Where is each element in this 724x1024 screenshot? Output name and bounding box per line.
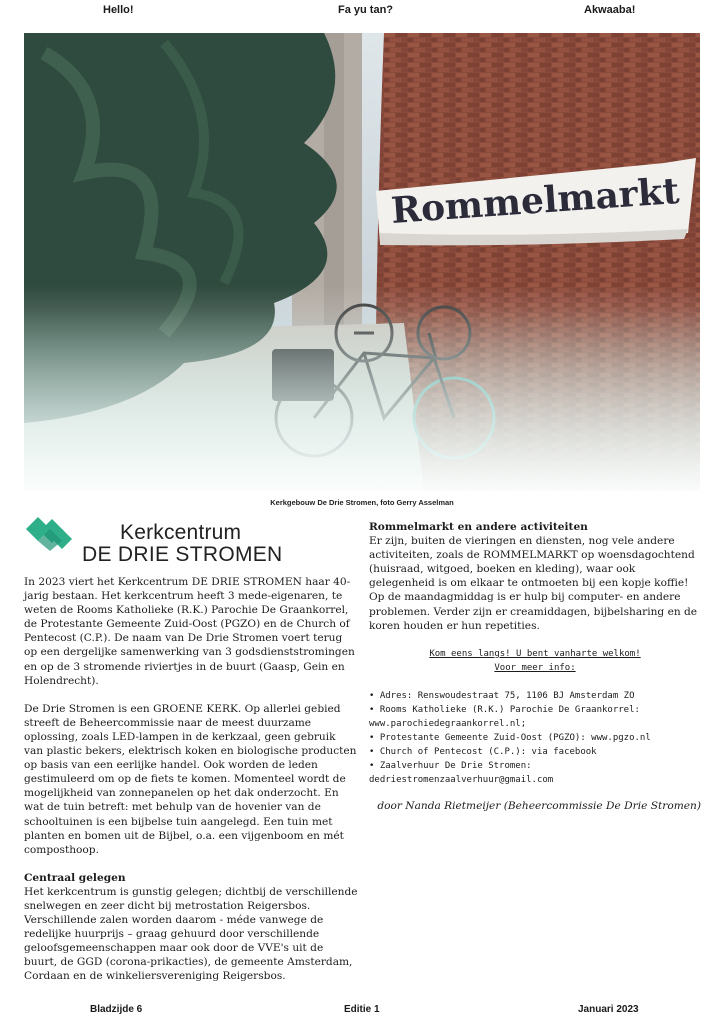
- info-list: [369, 689, 701, 788]
- info-item-pgzo: • Protestante Gemeente Zuid-Oost (PGZO): www.pgzo.nl: [369, 733, 651, 744]
- page-footer: [0, 1004, 724, 1018]
- article-title-line2: DE DRIE STROMEN: [82, 543, 283, 566]
- header-greeting-center: Fa yu tan?: [338, 4, 394, 16]
- edition: Editie 1: [344, 1004, 380, 1015]
- issue-date: Januari 2023: [578, 1004, 639, 1015]
- church-photo: [24, 33, 700, 491]
- article-title-line1: Kerkcentrum: [120, 521, 242, 544]
- welcome-line: Kom eens langs! U bent vanharte welkom!: [429, 648, 641, 659]
- header-greeting-left: Hello!: [103, 4, 134, 16]
- page-number: Bladzijde 6: [90, 1004, 143, 1015]
- welcome-note: [369, 647, 701, 675]
- green-church-paragraph: De Drie Stromen is een GROENE KERK. Op allerlei gebied streeft de Beheercommissie naar de meest duurzame oplossing, zoals LED-lampen in de kerkzaal, geen gebruik van plastic bekers, elektrisch koken en biologische producten op basis van een eerlijke handel. Ook worden de leden gestimuleerd om op de fiets te komen. Momenteel wordt de mogelijkheid van zonnepanelen op het dak onderzocht. En wat de tuin betreft: met behulp van de hovenier van de schooltuinen is een bijbelse tuin aangelegd. Een tuin met planten en bomen uit de Bijbel, o.a. een vijgenboom en mét composthoop.: [24, 702, 357, 856]
- location-heading: Centraal gelegen: [24, 871, 126, 884]
- photo-caption: Kerkgebouw De Drie Stromen, foto Gerry Asselman: [270, 498, 454, 507]
- info-item-pentecost: • Church of Pentecost (C.P.): via facebook: [369, 747, 597, 758]
- right-column: [369, 520, 701, 814]
- page-header: [0, 4, 724, 20]
- intro-paragraph: In 2023 viert het Kerkcentrum DE DRIE STROMEN haar 40-jarig bestaan. Het kerkcentrum heeft 3 mede-eigenaren, te weten de Rooms Katholieke (R.K.) Parochie De Graankorrel, de Protestante Gemeente Zuid-Oost (PGZO) en de Church of Pentecost (C.P.). De naam van De Drie Stromen voert terug op een dergelijke samenwerking van 3 godsdienststromingen en op de 3 stromende riviertjes in de buurt (Gaasp, Gein en Holendrecht).: [24, 576, 355, 687]
- location-paragraph: Het kerkcentrum is gunstig gelegen; dichtbij de verschillende snelwegen en zeer dicht bij metrostation Reigersbos. Verschillende zalen worden daarom - méde vanwege de redelijke huurprijs – graag gehuurd door verschillende geloofsgemeenschappen maar ook door de VVE's uit de buurt, de GGD (corona-prikacties), de gemeente Amsterdam, Cordaan en de winkeliersvereniging Reigersbos.: [24, 885, 358, 983]
- left-column: [24, 575, 358, 998]
- header-greeting-right: Akwaaba!: [584, 4, 636, 16]
- info-item-parochie: • Rooms Katholieke (R.K.) Parochie De Graankorrel: www.parochiedegraankorrel.nl;: [369, 704, 640, 729]
- author-credit: door Nanda Rietmeijer (Beheercommissie De Drie Stromen): [377, 800, 701, 813]
- drie-stromen-logo-icon: [24, 517, 74, 551]
- activities-paragraph: Er zijn, buiten de vieringen en diensten, nog vele andere activiteiten, zoals de ROMMELMARKT op woensdagochtend (huisraad, witgoed, boeken en kleding), waar ook gelegenheid is om elkaar te ontmoeten bij een kopje koffie! Op de maandagmiddag is er hulp bij computer- en andere problemen. Verder zijn er creamiddagen, bijbelsharing en de koren houden er hun repetities.: [369, 535, 698, 632]
- info-item-address: • Adres: Renswoudestraat 75, 1106 BJ Amsterdam ZO: [369, 690, 635, 701]
- more-info-line: Voor meer info:: [494, 662, 576, 673]
- info-item-zaalverhuur: • Zaalverhuur De Drie Stromen: dedriestromenzaalverhuur@gmail.com: [369, 761, 554, 786]
- activities-heading: Rommelmarkt en andere activiteiten: [369, 521, 588, 533]
